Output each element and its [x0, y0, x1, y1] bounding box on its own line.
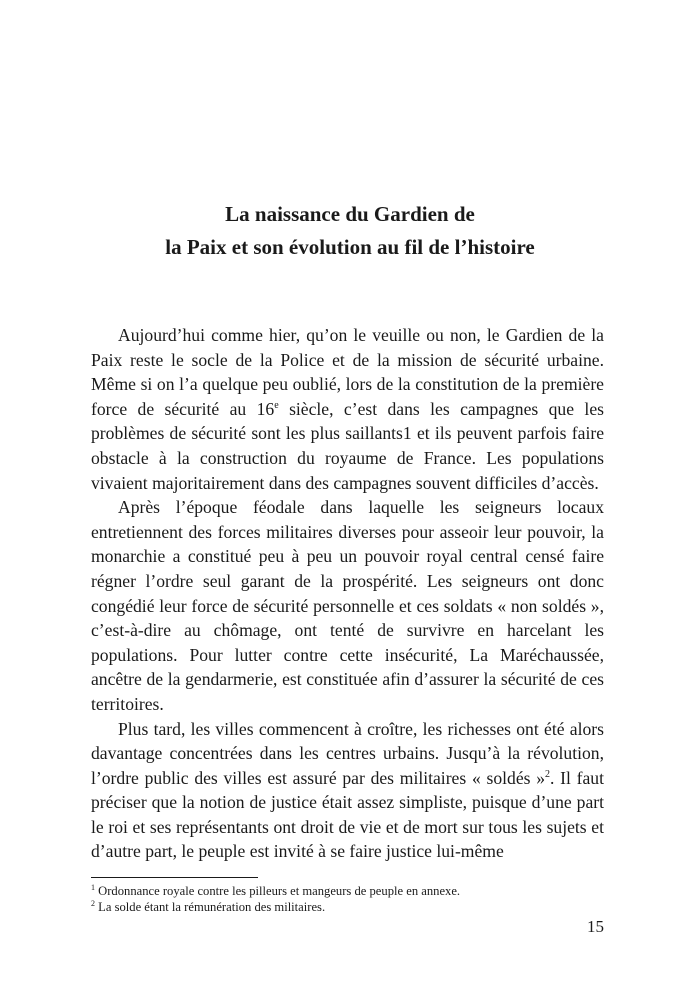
paragraph-3-text-cont: . Il faut préciser que la notion de justice était assez simpliste, puisque d’une part le roi et ses représentants ont droit de vie et de mort sur tous les sujets et d’autre part, le peuple est invité à se faire justice lui-même — [91, 767, 604, 862]
footnote-2-marker: 2 — [91, 898, 95, 908]
footnote-2-text: La solde étant la rémunération des militaires. — [95, 900, 326, 914]
body-text — [91, 323, 604, 864]
paragraph-3 — [91, 717, 604, 865]
paragraph-2-text: Après l’époque féodale dans laquelle les seigneurs locaux entretiennent des forces militaires diverses pour asseoir leur pouvoir, la monarchie a constitué peu à peu un pouvoir royal central censé faire régner l’ordre seul garant de la prospérité. Les seigneurs ont donc congédié leur force de sécurité personnelle et ces soldats « non soldés », c’est-à-dire au chômage, ont tenté de survivre en harcelant les populations. Pour lutter contre cette insécurité, La Maréchaussée, ancêtre de la gendarmerie, est constituée afin d’assurer la sécurité de ces territoires. — [91, 497, 604, 714]
footnote-1 — [91, 883, 604, 899]
chapter-title — [0, 198, 700, 264]
paragraph-2 — [91, 495, 604, 716]
footnotes — [91, 883, 604, 915]
paragraph-1-text-cont: siècle, c’est dans les campagnes que les problèmes de sécurité sont les plus saillants1 et ils peuvent parfois faire obstacle à la construction du royaume de France. Les populations vivaient majoritairement dans des campagnes souvent difficiles d’accès. — [91, 398, 604, 493]
footnote-ref-2[interactable]: 2 — [545, 768, 551, 780]
paragraph-1 — [91, 323, 604, 495]
chapter-title-line-2: la Paix et son évolution au fil de l’histoire — [165, 235, 535, 259]
paragraph-3-text: Plus tard, les villes commencent à croître, les richesses ont été alors davantage concentrées dans les centres urbains. Jusqu’à la révolution, l’ordre public des villes est assuré par des militaires « soldés » — [91, 718, 604, 788]
footnote-2 — [91, 899, 604, 915]
century-superscript: e — [274, 399, 279, 411]
page-number: 15 — [587, 917, 604, 936]
chapter-title-line-1: La naissance du Gardien de — [225, 202, 475, 226]
footnote-1-text: Ordonnance royale contre les pilleurs et mangeurs de peuple en annexe. — [95, 884, 461, 898]
paragraph-1-text: Aujourd’hui comme hier, qu’on le veuille ou non, le Gardien de la Paix reste le socle de la Police et de la mission de sécurité urbaine. Même si on l’a quelque peu oublié, lors de la constitution de la première force de sécurité au 16 — [91, 325, 604, 419]
footnote-1-marker: 1 — [91, 882, 95, 892]
footnote-divider — [91, 877, 258, 878]
